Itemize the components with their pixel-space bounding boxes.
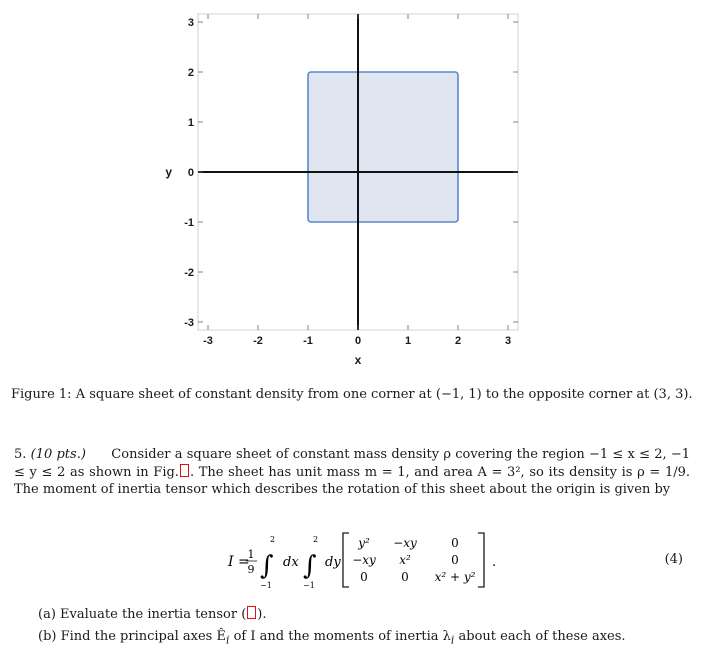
matrix-cell-1-1: x²: [399, 553, 411, 567]
part-b-sub: i: [225, 633, 230, 647]
part-b-text-end: about each of these axes.: [454, 629, 626, 644]
matrix-right-bracket: [478, 533, 484, 587]
problem-points: (10 pts.): [30, 447, 86, 462]
y-tick-label: 0: [187, 167, 194, 179]
part-b-text: Find the principal axes Ê: [60, 629, 226, 644]
part-b-sub2: i: [450, 633, 455, 647]
y-tick-label: 1: [187, 117, 194, 129]
matrix-cell-2-0: 0: [360, 570, 368, 584]
eq-int1-diff: dx: [283, 555, 299, 570]
figure-reference-box[interactable]: [180, 464, 189, 477]
matrix-left-bracket: [343, 533, 349, 587]
part-b: [38, 626, 698, 652]
part-a-text-after: ).: [257, 607, 267, 622]
part-a-text-before: Evaluate the inertia tensor (: [60, 607, 247, 622]
x-tick-label: 3: [504, 335, 512, 347]
matrix-cell-0-2: 0: [451, 536, 459, 550]
y-tick-label: 3: [187, 17, 194, 29]
equation-reference-box[interactable]: [247, 606, 256, 619]
eq-frac-den: 9: [247, 563, 255, 576]
equation-number: (4): [664, 552, 683, 567]
eq-int2-sign: ∫: [303, 551, 317, 581]
x-tick-label: -3: [203, 335, 213, 347]
matrix-cell-1-0: −xy: [352, 553, 376, 567]
eq-int2-upper: 2: [313, 535, 319, 544]
problem-5: [14, 446, 690, 499]
eq-int2-lower: −1: [303, 581, 315, 590]
part-a-label: (a): [38, 607, 56, 622]
matrix-cell-0-0: y²: [358, 536, 370, 550]
problem-text-part1: Consider a square sheet of constant mass density ρ covering the region −1 ≤ x ≤ 2, −1 ≤ y ≤ 2 as shown in Fig.: [14, 447, 690, 480]
eq-lhs: I =: [228, 554, 250, 570]
x-tick-label: 2: [454, 335, 462, 347]
matrix-cell-2-1: 0: [401, 570, 409, 584]
part-a: [38, 604, 698, 626]
square-sheet-region: [308, 72, 458, 222]
x-axis-label: x: [354, 353, 362, 367]
inertia-tensor-equation: [0, 530, 705, 590]
y-tick-label: -1: [184, 217, 194, 229]
y-axis-label: y: [165, 165, 172, 179]
figure-caption: Figure 1: A square sheet of constant density from one corner at (−1, 1) to the opposite corner at (3, 3).: [11, 387, 693, 402]
problem-parts: [38, 604, 698, 652]
x-tick-label: -1: [303, 335, 313, 347]
y-tick-label: -3: [184, 317, 194, 329]
eq-frac-num: 1: [247, 548, 255, 561]
problem-number: 5.: [14, 447, 27, 462]
eq-int1-sign: ∫: [260, 551, 274, 581]
eq-int2-diff: dy: [325, 555, 341, 570]
problem-text-part2: . The sheet has unit mass m = 1, and area A = 3², so its density is ρ = 1/9. The moment of inertia tensor which describes the rotation of this sheet about the origin is given by: [14, 464, 691, 497]
part-b-text-mid: of I and the moments of inertia λ: [229, 629, 451, 644]
matrix-cell-2-2: x² + y²: [434, 570, 476, 584]
matrix-cell-1-2: 0: [451, 553, 459, 567]
x-tick-label: 1: [404, 335, 412, 347]
eq-int1-upper: 2: [270, 535, 276, 544]
x-tick-label: 0: [354, 335, 362, 347]
matrix-cell-0-1: −xy: [393, 536, 417, 550]
eq-int1-lower: −1: [260, 581, 272, 590]
y-tick-label: -2: [184, 267, 194, 279]
x-tick-label: -2: [253, 335, 263, 347]
part-b-label: (b): [38, 629, 57, 644]
eq-trailing-period: .: [492, 555, 497, 570]
y-tick-label: 2: [187, 67, 194, 79]
